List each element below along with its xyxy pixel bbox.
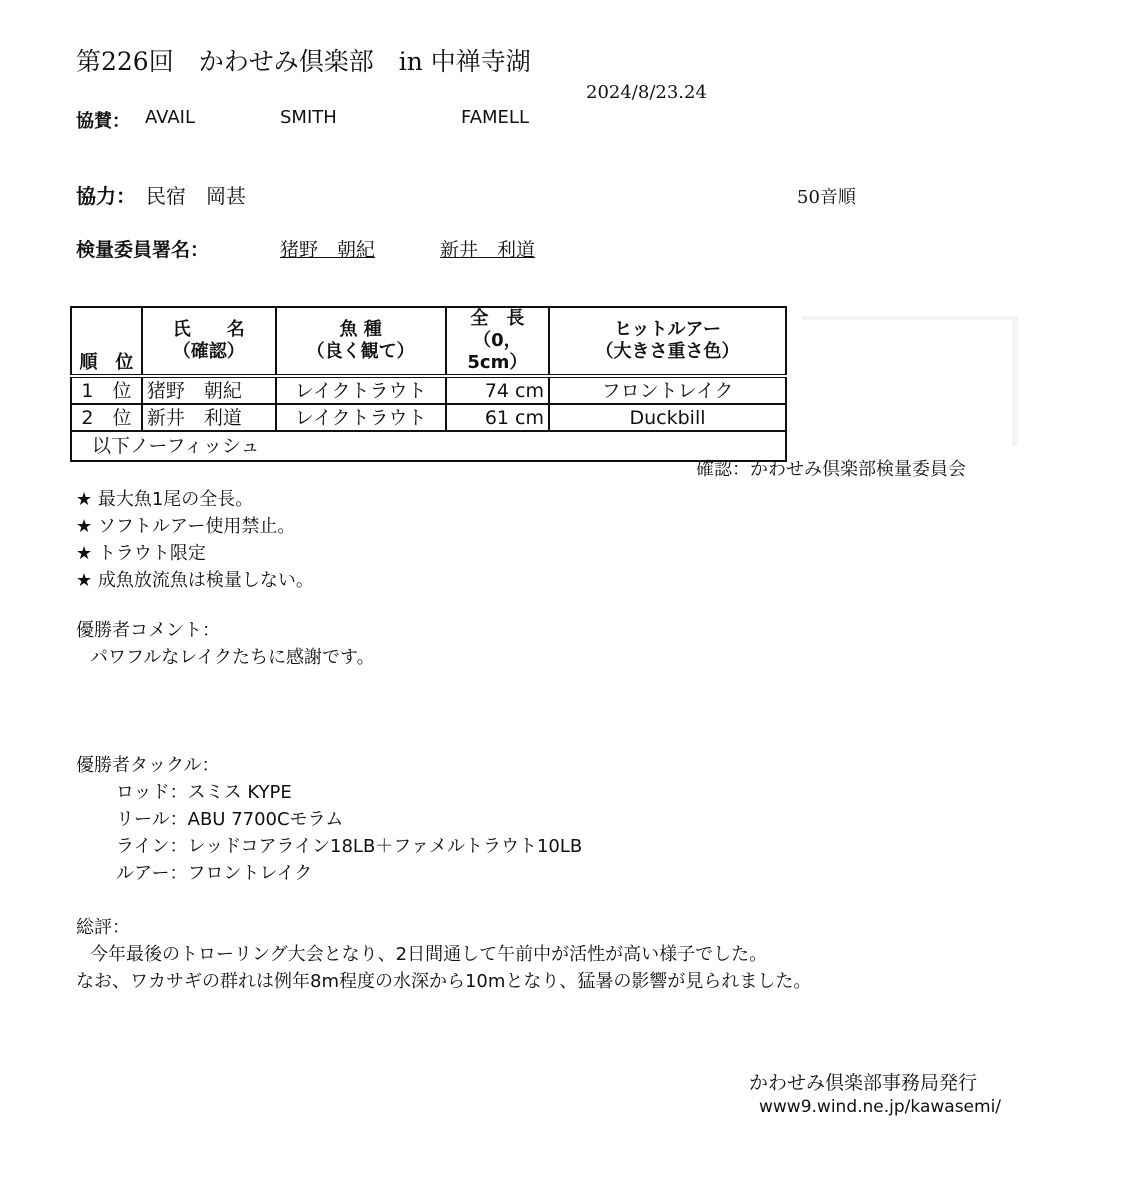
inspector-name-2: 新井 利道 — [440, 239, 536, 261]
event-date: 2024/8/23.24 — [586, 82, 707, 103]
length-cell: 74 cm — [446, 376, 549, 404]
rule-item: ★ トラウト限定 — [76, 543, 206, 564]
name-cell: 猪野 朝紀 — [142, 376, 276, 404]
page-title: 第226回 かわせみ倶楽部 in 中禅寺湖 — [76, 47, 531, 76]
inspector-signature-2 — [440, 235, 535, 262]
table-footer-row — [71, 431, 786, 461]
review-label: 総評： — [76, 917, 130, 938]
no-fish-note: 以下ノーフィッシュ — [71, 431, 786, 461]
sponsor-avail: AVAIL — [145, 107, 195, 128]
review-line: なお、ワカサギの群れは例年8m程度の水深から10mとなり、猛暑の影響が見られました。 — [76, 971, 812, 992]
publisher: かわせみ倶楽部事務局発行 — [749, 1072, 978, 1094]
rule-item: ★ 成魚放流魚は検量しない。 — [76, 570, 314, 591]
inspector-signatures — [280, 235, 435, 262]
inspector-label: 検量委員署名： — [76, 239, 210, 261]
tackle-item: リール：ABU 7700Cモラム — [116, 809, 344, 830]
inspector-name-1: 猪野 朝紀 — [280, 239, 376, 261]
fish-cell: レイクトラウト — [276, 376, 446, 404]
header-lure: ヒットルアー （大きさ重さ色） — [549, 307, 786, 376]
sponsor-label: 協賛： — [76, 111, 130, 132]
header-fish: 魚 種 （良く観て） — [276, 307, 446, 376]
tackle-item: ロッド：スミス KYPE — [116, 782, 292, 803]
header-name: 氏 名 （確認） — [142, 307, 276, 376]
results-header-row — [71, 307, 786, 376]
winner-comment — [76, 617, 375, 671]
name-cell: 新井 利道 — [142, 404, 276, 431]
review-line: 今年最後のトローリング大会となり、2日間通して午前中が活性が高い様子でした。 — [90, 944, 768, 965]
site-url: www9.wind.ne.jp/kawasemi/ — [759, 1097, 1002, 1117]
winner-tackle — [76, 752, 582, 887]
winner-tackle-label: 優勝者タックル： — [76, 755, 220, 776]
tackle-item: ルアー：フロントレイク — [116, 863, 313, 884]
rule-item: ★ ソフトルアー使用禁止。 — [76, 516, 296, 537]
confirmation-note: 確認：かわせみ倶楽部検量委員会 — [696, 459, 966, 480]
rank-cell: 1 位 — [71, 376, 142, 404]
header-length: 全 長 （0，5cm） — [446, 307, 549, 376]
rule-item: ★ 最大魚1尾の全長。 — [76, 489, 254, 510]
order-note: 50音順 — [797, 187, 856, 208]
cooperation-label: 協力： — [76, 184, 136, 208]
length-cell: 61 cm — [446, 404, 549, 431]
winner-comment-label: 優勝者コメント： — [76, 620, 220, 641]
cooperation-value: 民宿 岡甚 — [146, 184, 246, 208]
results-table — [70, 306, 787, 462]
faint-mark — [802, 316, 1017, 320]
header-rank: 順 位 — [71, 307, 142, 376]
winner-comment-text: パワフルなレイクたちに感謝です。 — [90, 647, 375, 668]
sponsor-smith: SMITH — [280, 107, 337, 128]
rules-list — [76, 486, 314, 594]
faint-mark — [1012, 316, 1018, 446]
sponsor-famell: FAMELL — [461, 107, 529, 128]
fish-cell: レイクトラウト — [276, 404, 446, 431]
table-row — [71, 404, 786, 431]
lure-cell: フロントレイク — [549, 376, 786, 404]
tackle-item: ライン：レッドコアライン18LB＋ファメルトラウト10LB — [116, 836, 583, 857]
rank-cell: 2 位 — [71, 404, 142, 431]
lure-cell: Duckbill — [549, 404, 786, 431]
review — [76, 914, 811, 995]
table-row — [71, 376, 786, 404]
